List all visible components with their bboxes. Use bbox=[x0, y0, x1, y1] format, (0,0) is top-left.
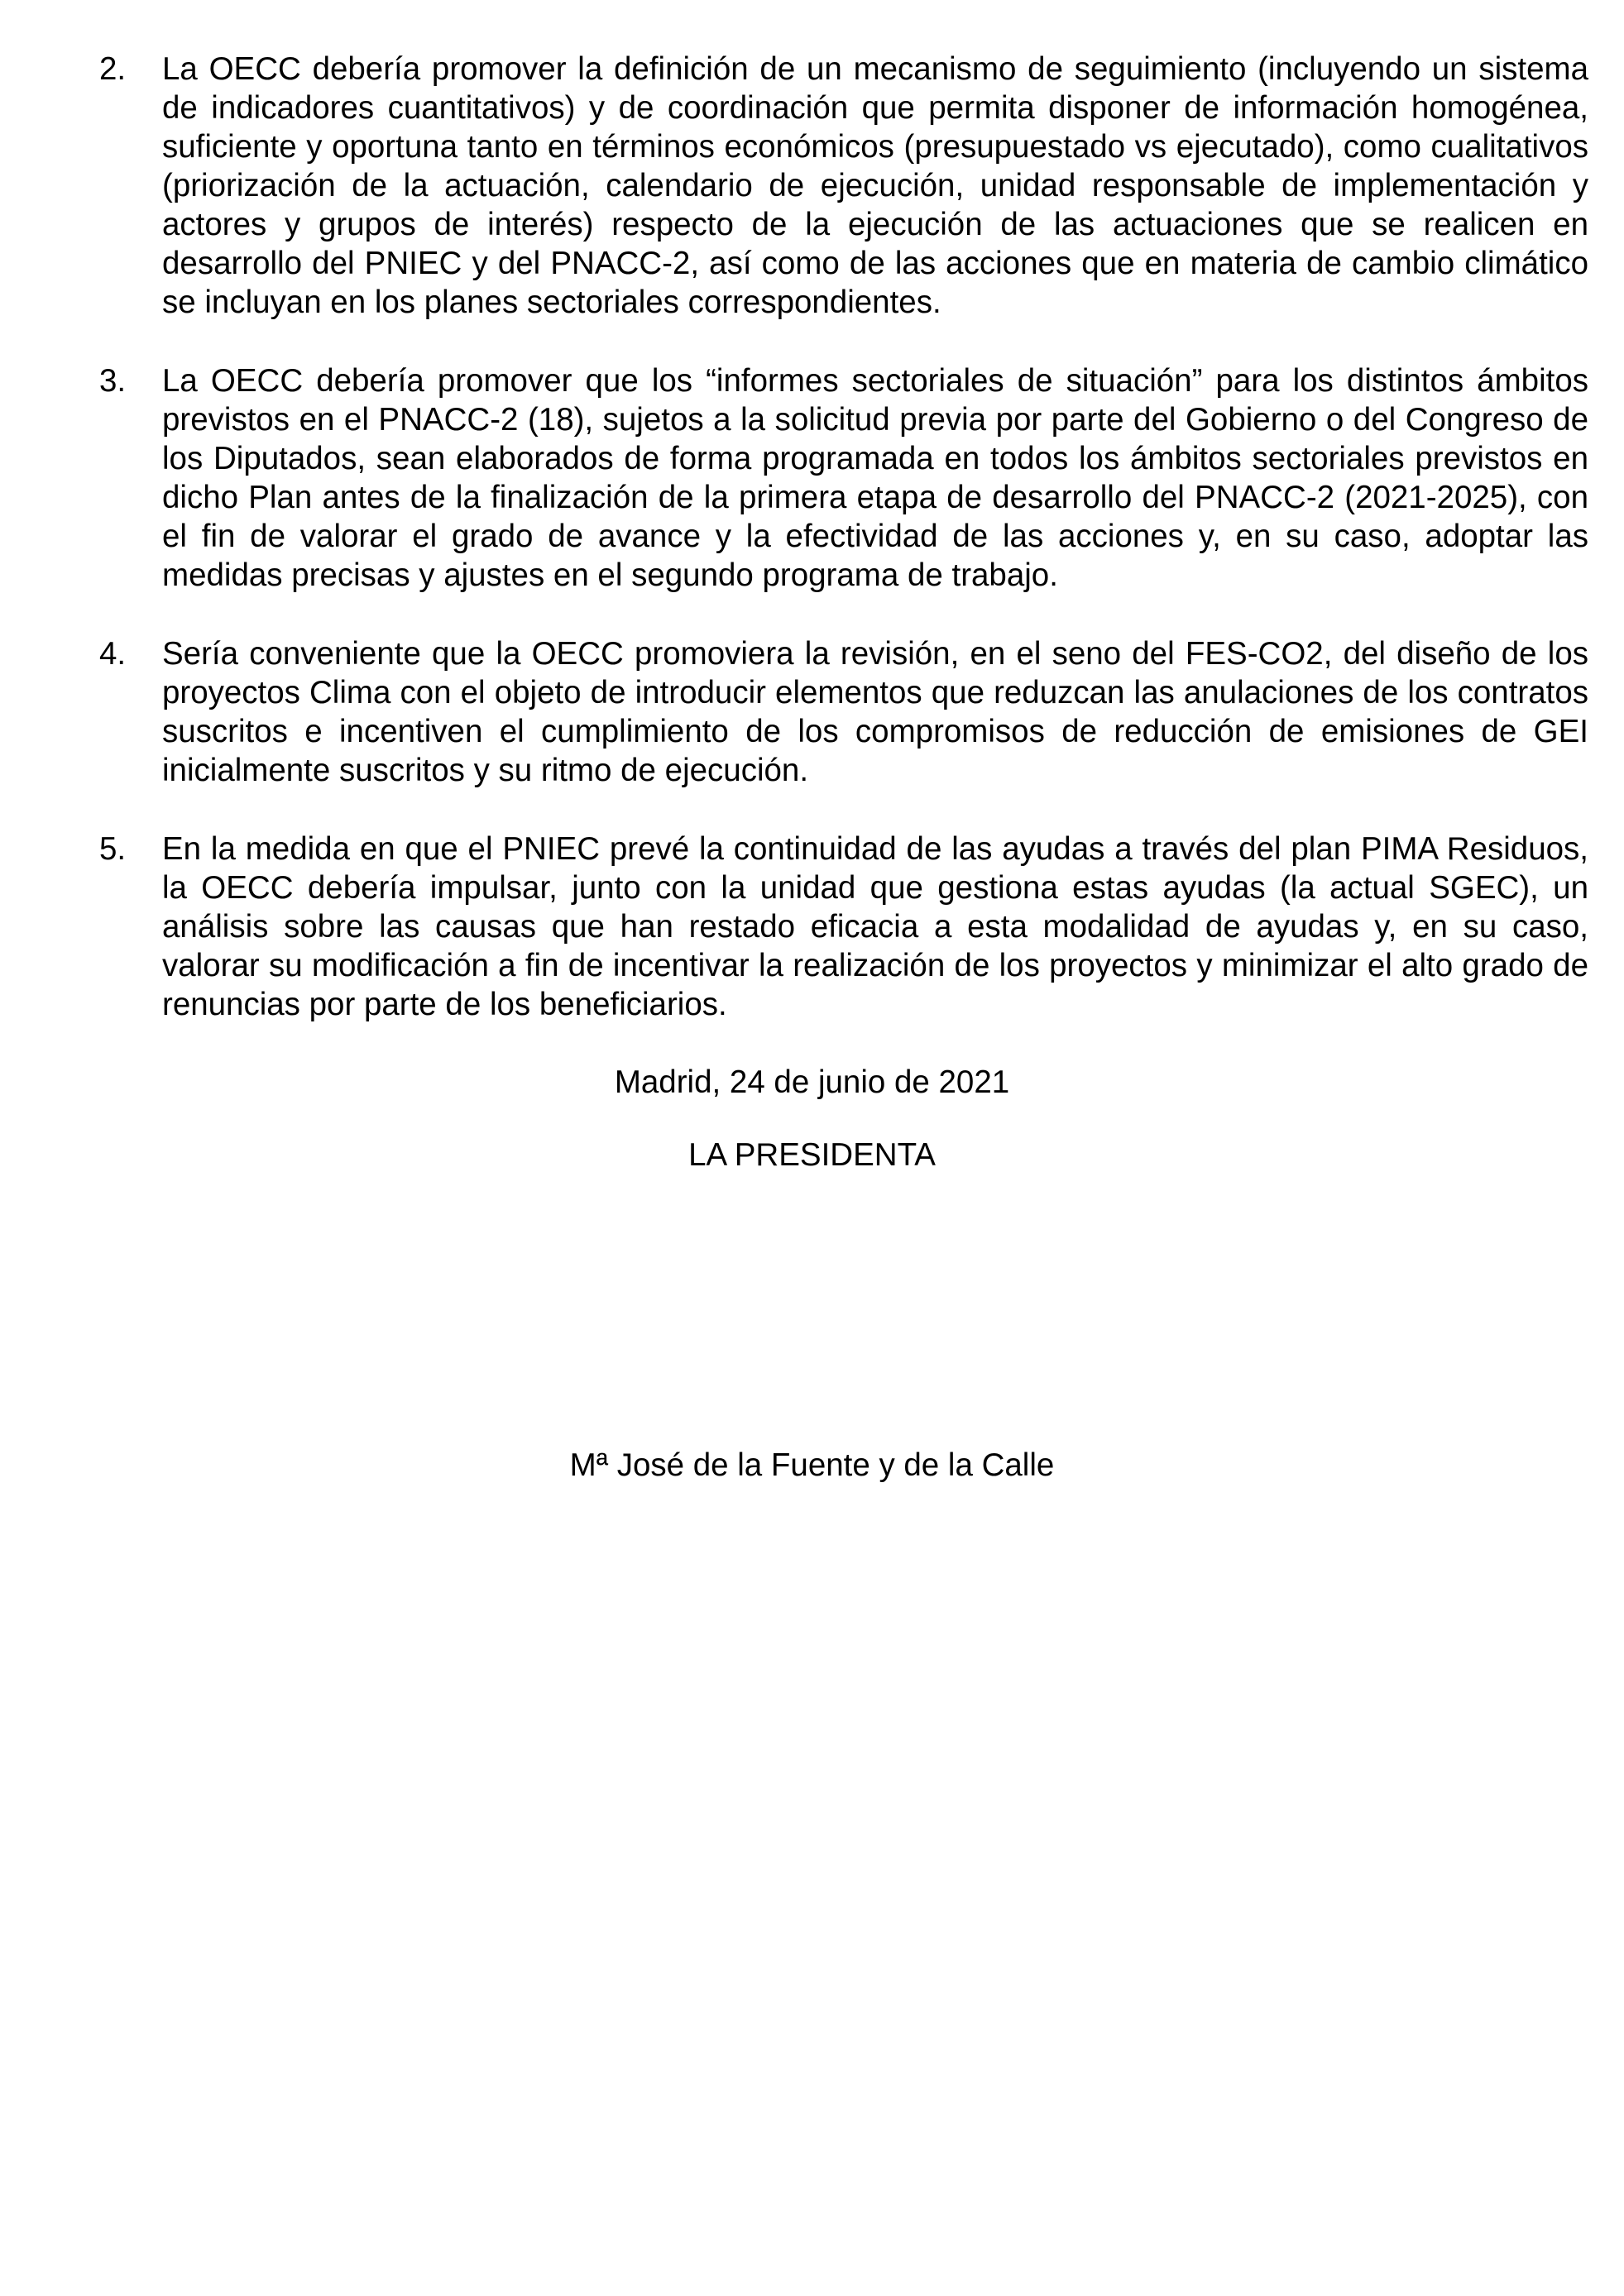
list-item bbox=[99, 50, 1588, 322]
signatory-role: LA PRESIDENTA bbox=[688, 1137, 936, 1173]
recommendations-list bbox=[99, 50, 1588, 1064]
item-number: 3. bbox=[99, 363, 127, 399]
item-text: Sería conveniente que la OECC promoviera la revisión, en el seno del FES-CO2, del diseño de los proyectos Clima con el objeto de introducir elementos que reduzcan las anulaciones de los contratos suscritos e incentiven el cumplimiento de los compromisos de reducción de emisiones de GEI inicialmente suscritos y su ritmo de ejecución. bbox=[162, 636, 1588, 788]
list-item bbox=[99, 634, 1588, 790]
item-number: 2. bbox=[99, 51, 127, 87]
item-text: En la medida en que el PNIEC prevé la continuidad de las ayudas a través del plan PIMA Residuos, la OECC debería impulsar, junto con la unidad que gestiona estas ayudas (la actual SGEC), un análisis sobre las causas que han restado eficacia a esta modalidad de ayudas y, en su caso, valorar su modificación a fin de incentivar la realización de los proyectos y minimizar el alto grado de renuncias por parte de los beneficiarios. bbox=[162, 831, 1588, 1022]
list-item bbox=[99, 361, 1588, 595]
signatory-name: Mª José de la Fuente y de la Calle bbox=[569, 1447, 1055, 1483]
list-item bbox=[99, 830, 1588, 1024]
item-text: La OECC debería promover la definición de un mecanismo de seguimiento (incluyendo un sistema de indicadores cuantitativos) y de coordinación que permita disponer de información homogénea, suficiente y oportuna tanto en términos económicos (presupuestado vs ejecutado), como cualitativos (priorización de la actuación, calendario de ejecución, unidad responsable de implementación y actores y grupos de interés) respecto de la ejecución de las actuaciones que se realicen en desarrollo del PNIEC y del PNACC-2, así como de las acciones que en materia de cambio climático se incluyan en los planes sectoriales correspondientes. bbox=[162, 51, 1588, 320]
item-number: 5. bbox=[99, 831, 127, 867]
item-text: La OECC debería promover que los “informes sectoriales de situación” para los distintos ámbitos previstos en el PNACC-2 (18), sujetos a la solicitud previa por parte del Gobierno o del Congreso de los Diputados, sean elaborados de forma programada en todos los ámbitos sectoriales previstos en dicho Plan antes de la finalización de la primera etapa de desarrollo del PNACC-2 (2021-2025), con el fin de valorar el grado de avance y la efectividad de las acciones y, en su caso, adoptar las medidas precisas y ajustes en el segundo programa de trabajo. bbox=[162, 363, 1588, 593]
item-number: 4. bbox=[99, 636, 127, 672]
date-line: Madrid, 24 de junio de 2021 bbox=[614, 1064, 1010, 1100]
